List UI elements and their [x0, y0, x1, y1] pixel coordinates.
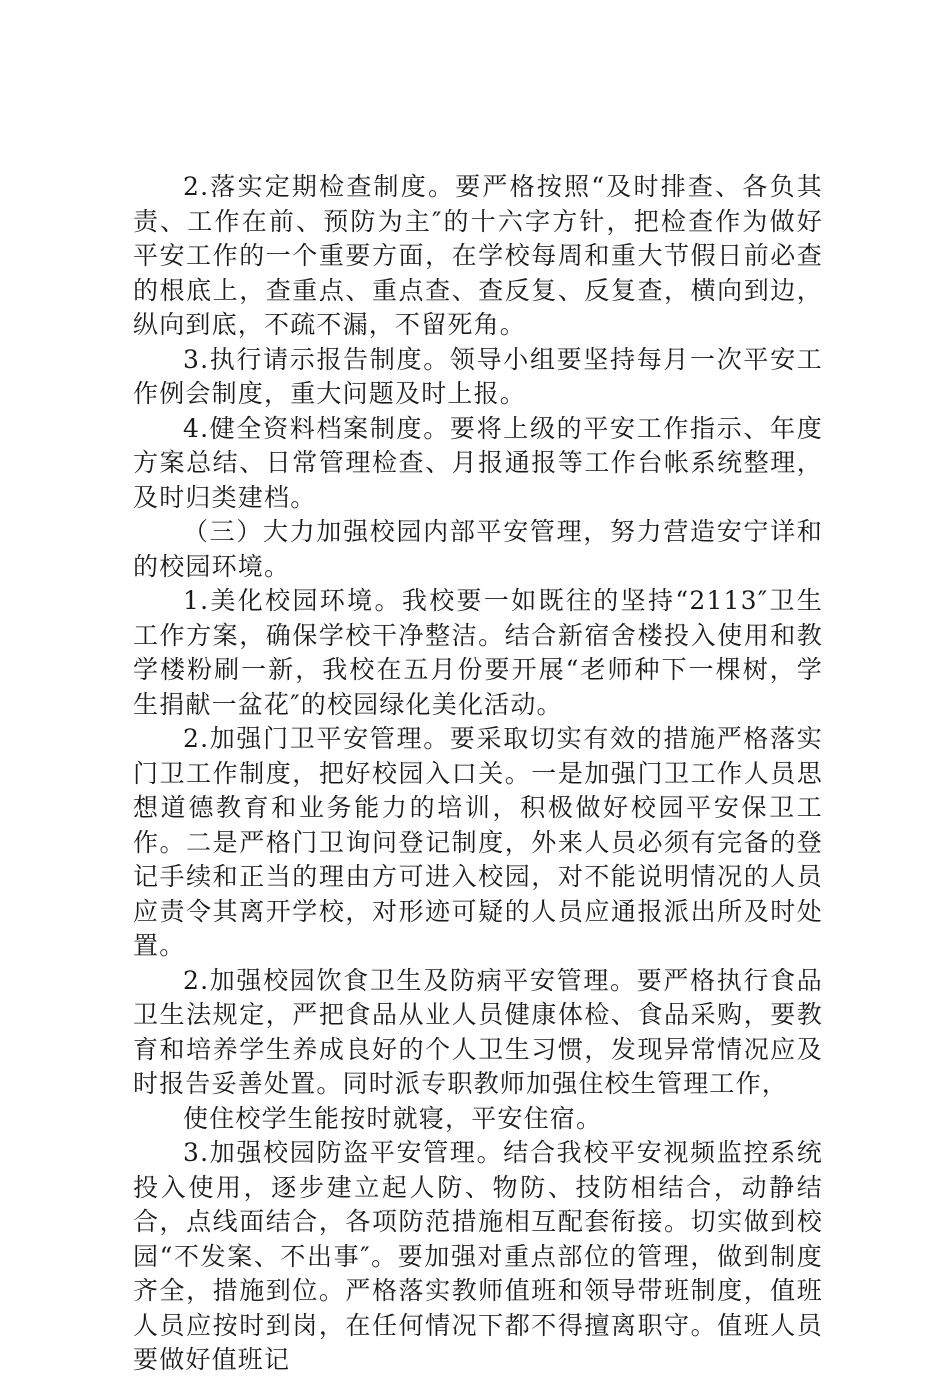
document-body	[133, 170, 823, 1378]
paragraph-archive-system: 4.健全资料档案制度。要将上级的平安工作指示、年度方案总结、日常管理检查、月报通报等工作台帐系统整理，及时归类建档。	[133, 413, 823, 512]
paragraph-reporting-system: 3.执行请示报告制度。领导小组要坚持每月一次平安工作例会制度，重大问题及时上报。	[133, 344, 823, 408]
paragraph-beautify-campus: 1.美化校园环境。我校要一如既往的坚持“2113″卫生工作方案，确保学校干净整洁。结合新宿舍楼投入使用和教学楼粉刷一新，我校在五月份要开展“老师种下一棵树，学生捐献一盆花″的校园绿化美化活动。	[133, 586, 823, 719]
paragraph-theft-prevention: 3.加强校园防盗平安管理。结合我校平安视频监控系统投入使用，逐步建立起人防、物防、技防相结合，动静结合，点线面结合，各项防范措施相互配套衔接。切实做到校园“不发案、不出事″。要加强对重点部位的管理，做到制度齐全，措施到位。严格落实教师值班和领导带班制度，值班人员应按时到岗，在任何情况下都不得擅离职守。值班人员要做好值班记	[133, 1138, 823, 1374]
paragraph-inspection-system: 2.落实定期检查制度。要严格按照“及时排查、各负其责、工作在前、预防为主″的十六字方针，把检查作为做好平安工作的一个重要方面，在学校每周和重大节假日前必查的根底上，查重点、重点查、查反复、反复查，横向到边，纵向到底，不疏不漏，不留死角。	[133, 172, 823, 339]
paragraph-gate-safety: 2.加强门卫平安管理。要采取切实有效的措施严格落实门卫工作制度，把好校园入口关。一是加强门卫工作人员思想道德教育和业务能力的培训，积极做好校园平安保卫工作。二是严格门卫询问登记制度，外来人员必须有完备的登记手续和正当的理由方可进入校园，对不能说明情况的人员应责令其离开学校，对形迹可疑的人员应通报派出所及时处置。	[133, 724, 823, 960]
paragraph-food-hygiene: 2.加强校园饮食卫生及防病平安管理。要严格执行食品卫生法规定，严把食品从业人员健康体检、食品采购，要教育和培养学生养成良好的个人卫生习惯，发现异常情况应及时报告妥善处置。同时派专职教师加强住校生管理工作，	[133, 965, 823, 1098]
section-heading-campus-safety: （三）大力加强校园内部平安管理，努力营造安宁详和的校园环境。	[133, 517, 823, 581]
paragraph-boarding: 使住校学生能按时就寝，平安住宿。	[183, 1103, 603, 1133]
